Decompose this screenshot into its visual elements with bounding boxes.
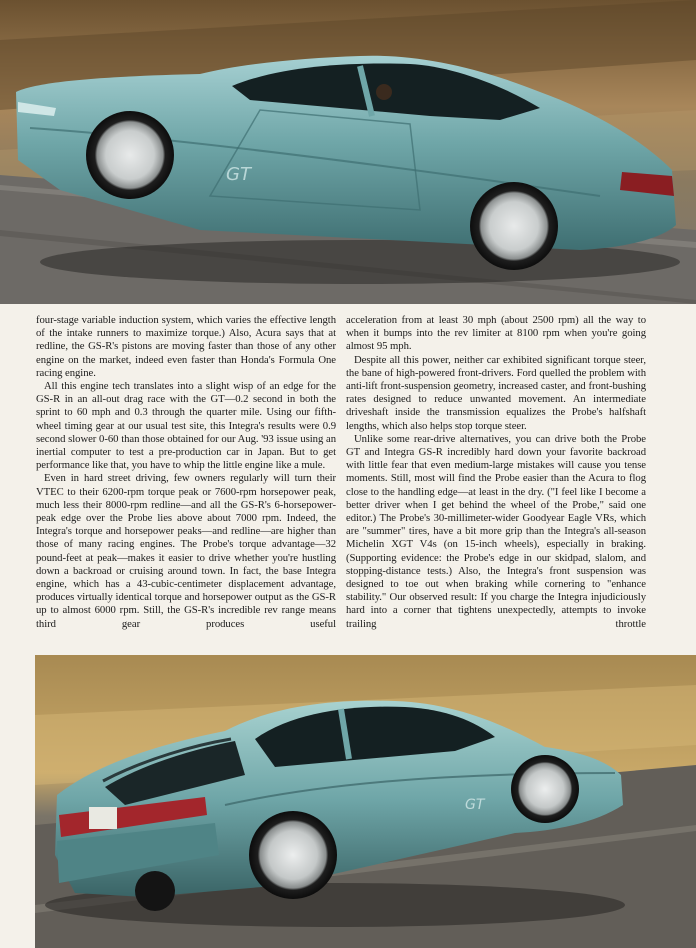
paragraph: Unlike some rear-drive alternatives, you can drive both the Probe GT and Integra GS-R incredibly hard down your favorite backroad with little fear that even medium-large mistakes will cause you tense moments. Still, most will find the Probe easier than the Acura to flog close to the handling edge—at least in the dry. ("I feel like I become a better driver when I get behind the wheel of the Probe," said one editor.) The Probe's 30-millimeter-wider Goodyear Eagle VRs, which are "summer" tires, have a bit more grip than the Integra's all-season Michelin XGT V4s (on 15-inch wheels), especially in braking. (Supporting evidence: the Probe's edge in our skidpad, slalom, and stopping-distance tests.) Also, the Integra's front suspension was designed to toe out when braking while cornering to "enhance stability." Our observed result: If you charge the Integra injudiciously hard into a corner that tightens unexpectedly, attempts to invoke trailing throttle [346,432,646,630]
paragraph: four-stage variable induction system, which varies the effective length of the intake runners to maximize torque.) Also, Acura says that at redline, the GS-R's pistons are moving faster than those of any other engine on the market, indeed even faster than Honda's Formula One racing engine. [36,314,336,379]
photo-top-car-side [0,0,696,304]
car-side-illustration [0,0,696,304]
car-rear-illustration [35,655,696,948]
paragraph: All this engine tech translates into a slight wisp of an edge for the GS-R in an all-out drag race with the GT—0.2 second in both the sprint to 60 mph and 0.3 through the quarter mile. Using our fifth-wheel timing gear at our usual test site, this Integra's results were 0.9 second slower 0-60 than those obtained for our Aug. '93 issue using an inertial computer to test a pre-production car in Japan. But to get performance like that, you have to whip the little engine like a mule. [36,380,336,472]
photo-bottom-car-rear [35,655,696,948]
article-column-right [346,314,646,631]
paragraph: acceleration from at least 30 mph (about 2500 rpm) all the way to when it bumps into the rev limiter at 8100 rpm when you're going almost 95 mph. [346,314,646,353]
paragraph: Even in hard street driving, few owners regularly will turn their VTEC to their 6200-rpm torque peak or 7600-rpm horsepower peak, much less their 8000-rpm redline—and all the GS-R's 6-horsepower-peak edge over the Probe lies above about 7000 rpm. Indeed, the Integra's torque and horsepower peaks—and redline—are higher than those of many racing engines. The Probe's torque advantage—32 pound-feet at peak—makes it easier to drive whether you're hustling down a backroad or cruising around town. In fact, the base Integra engine, which has a 43-cubic-centimeter displacement advantage, produces virtually identical torque and horsepower output as the GS-R up to almost 6000 rpm. Still, the GS-R's incredible rev range means third gear produces useful [36,472,336,630]
paragraph: Despite all this power, neither car exhibited significant torque steer, the bane of high-powered front-drivers. Ford quelled the problem with anti-lift front-suspension geometry, increased caster, and front-bushing rates designed to reduce unwanted movement. An intermediate driveshaft inside the transmission equalizes the Probe's halfshaft lengths, which also helps stop torque steer. [346,353,646,432]
article-column-left [36,314,336,631]
car-badge-top: GT [226,164,251,185]
license-plate [89,807,117,829]
car-badge-bottom: GT [465,797,485,813]
